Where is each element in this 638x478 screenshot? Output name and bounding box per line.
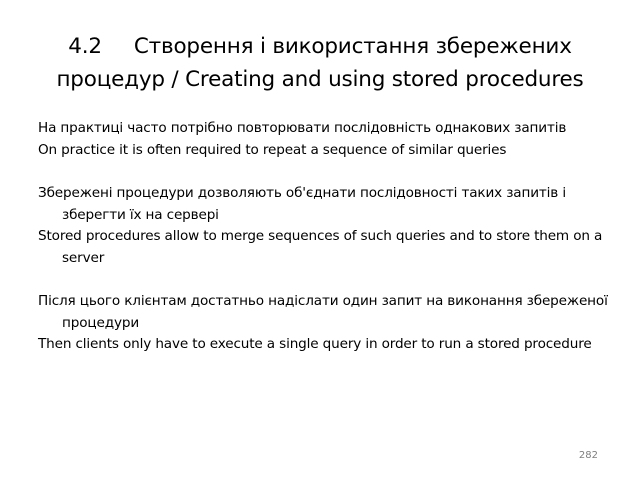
- paragraph-uk-3: Після цього клієнтам достатньо надіслати один запит на виконання збереженої процедури: [38, 293, 608, 331]
- title-text-1: Створення і використання збережених: [133, 34, 572, 59]
- paragraph-uk-2: Збережені процедури дозволяють об'єднати послідовності таких запитів і зберегти їх на сервері: [38, 185, 566, 223]
- page-number: 282: [578, 450, 598, 461]
- slide-title: [40, 30, 600, 96]
- spacer: [38, 161, 608, 183]
- spacer: [38, 269, 608, 291]
- section-number: 4.2: [68, 34, 102, 59]
- paragraph-en-1: On practice it is often required to repeat a sequence of similar queries: [38, 141, 507, 158]
- title-line-2: процедур / Creating and using stored procedures: [56, 67, 584, 92]
- title-line-1: [40, 30, 600, 63]
- paragraph-en-3: Then clients only have to execute a single query in order to run a stored procedure: [38, 336, 592, 352]
- paragraph-en-2: Stored procedures allow to merge sequences of such queries and to store them on a server: [38, 228, 603, 266]
- slide-body: [38, 118, 608, 356]
- paragraph-uk-1: На практиці часто потрібно повторювати послідовність однакових запитів: [38, 120, 567, 136]
